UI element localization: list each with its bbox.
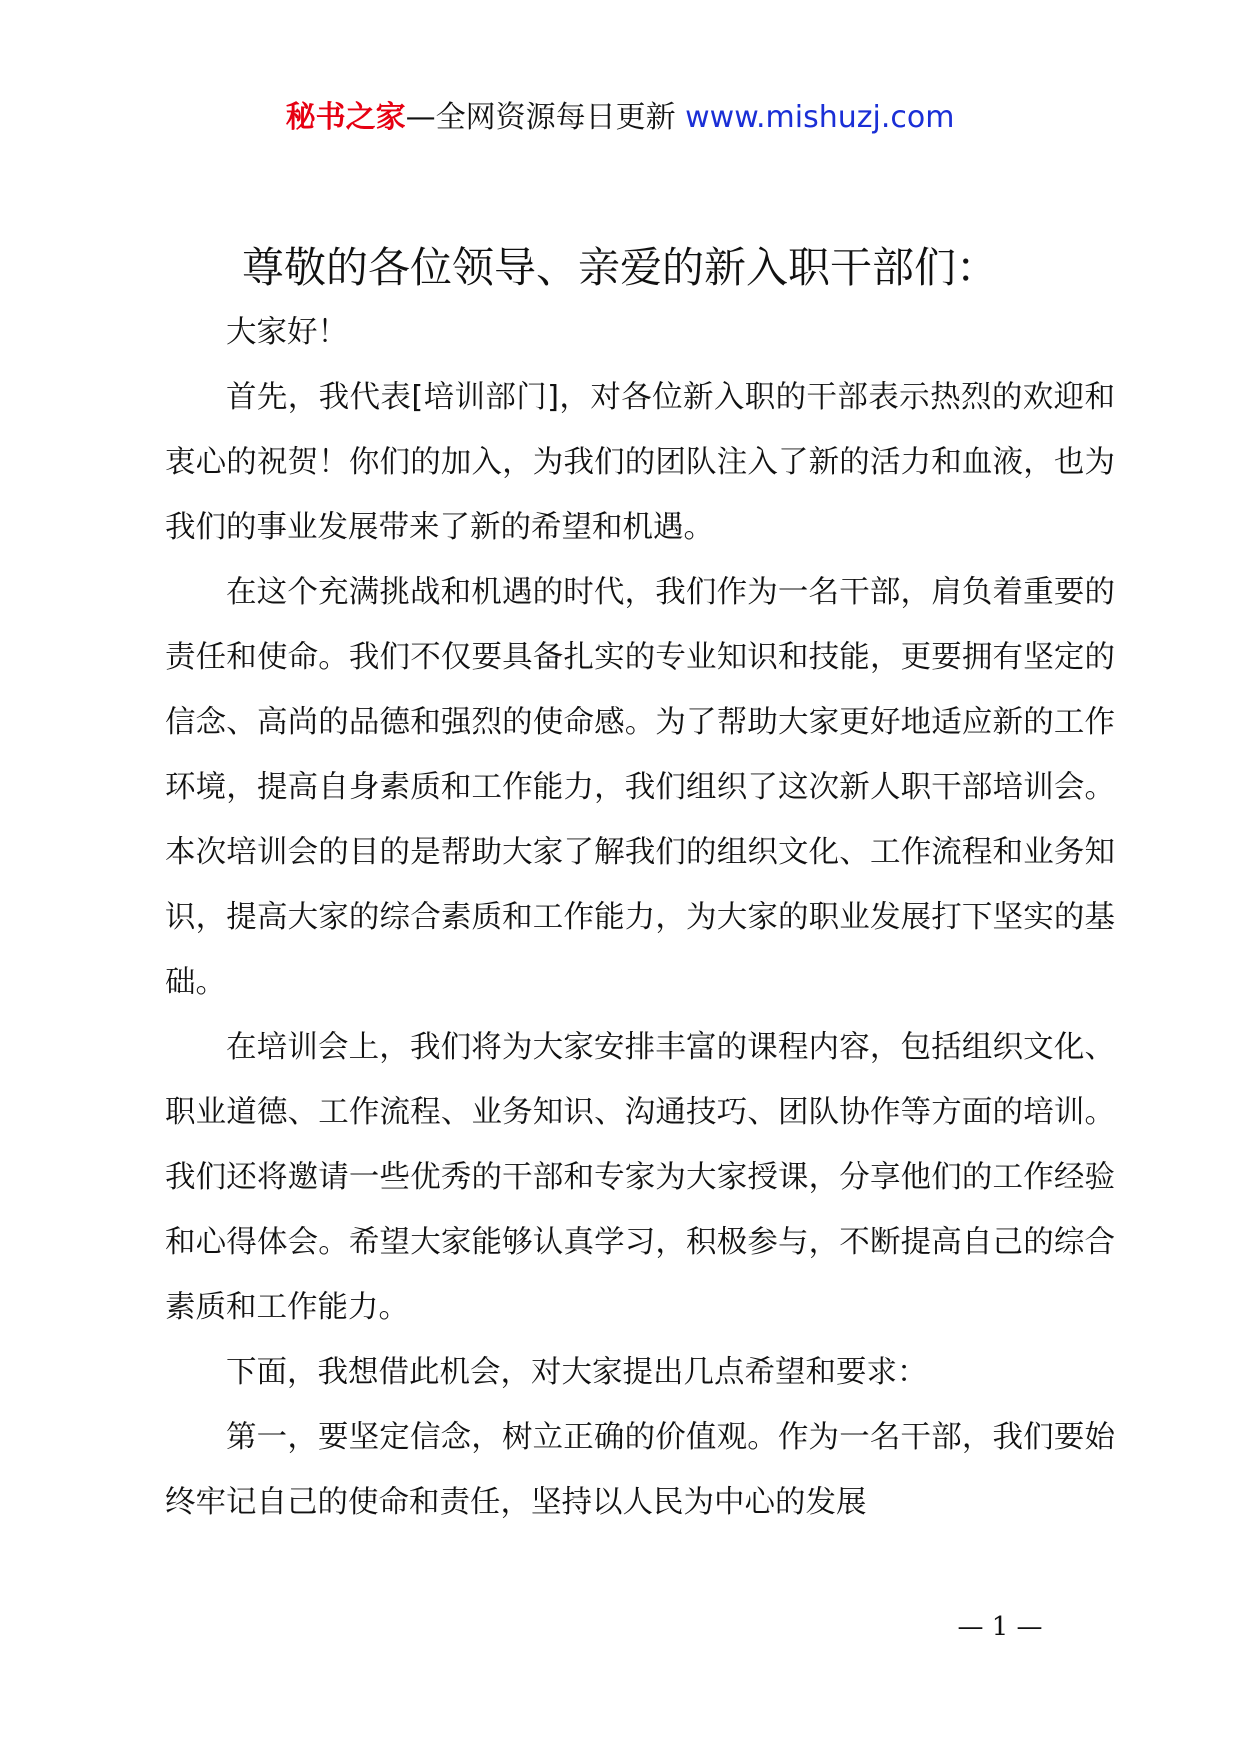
document-body xyxy=(165,300,1115,1535)
paragraph-greeting: 大家好！ xyxy=(226,315,348,350)
paragraph-welcome: 首先，我代表[培训部门]，对各位新入职的干部表示热烈的欢迎和衷心的祝贺！你们的加入，为我们的团队注入了新的活力和血液，也为我们的事业发展带来了新的希望和机遇。 xyxy=(165,380,1115,545)
page-header xyxy=(0,98,1240,138)
site-url-link[interactable]: www.mishuzj.com xyxy=(685,100,955,135)
brand-name: 秘书之家 xyxy=(285,100,406,135)
paragraph-training-content: 在培训会上，我们将为大家安排丰富的课程内容，包括组织文化、职业道德、工作流程、业务知识、沟通技巧、团队协作等方面的培训。我们还将邀请一些优秀的干部和专家为大家授课，分享他们的工作经验和心得体会。希望大家能够认真学习，积极参与，不断提高自己的综合素质和工作能力。 xyxy=(165,1030,1115,1325)
document-title: 尊敬的各位领导、亲爱的新入职干部们： xyxy=(241,243,998,292)
paragraph-expectations-intro: 下面，我想借此机会，对大家提出几点希望和要求： xyxy=(226,1355,928,1390)
paragraph-point-one: 第一，要坚定信念，树立正确的价值观。作为一名干部，我们要始终牢记自己的使命和责任，坚持以人民为中心的发展 xyxy=(165,1420,1115,1520)
paragraph-mission: 在这个充满挑战和机遇的时代，我们作为一名干部，肩负着重要的责任和使命。我们不仅要具备扎实的专业知识和技能，更要拥有坚定的信念、高尚的品德和强烈的使命感。为了帮助大家更好地适应新的工作环境，提高自身素质和工作能力，我们组织了这次新人职干部培训会。本次培训会的目的是帮助大家了解我们的组织文化、工作流程和业务知识，提高大家的综合素质和工作能力，为大家的职业发展打下坚实的基础。 xyxy=(165,575,1115,1000)
page-number: — 1 — xyxy=(957,1612,1043,1642)
header-slogan: —全网资源每日更新 xyxy=(405,100,676,135)
